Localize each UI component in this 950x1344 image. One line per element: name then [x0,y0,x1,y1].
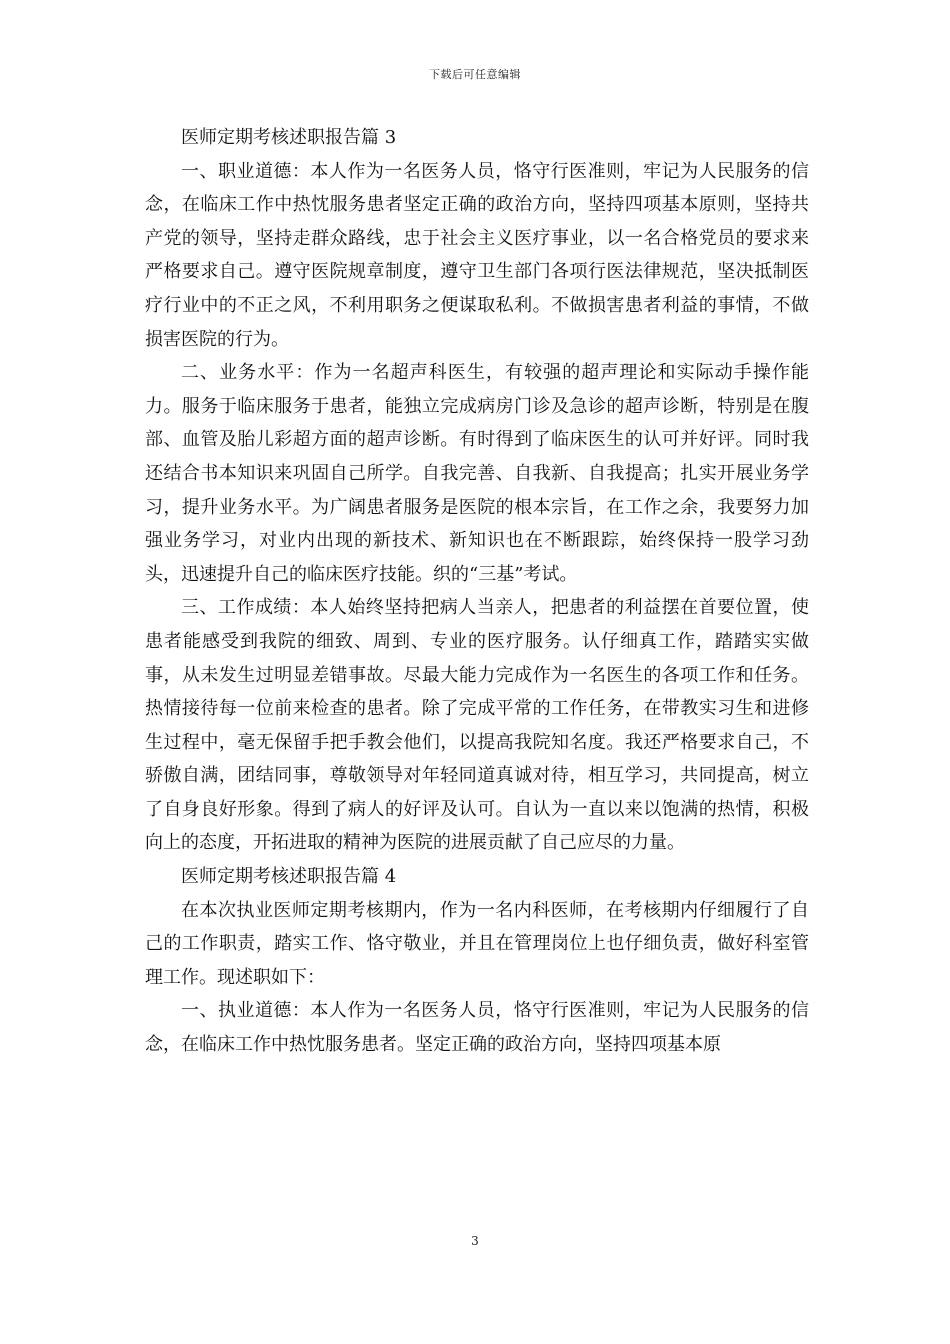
section-3-paragraph-professional-ethics: 一、职业道德：本人作为一名医务人员，恪守行医准则，牢记为人民服务的信念，在临床工作中热忱服务患者坚定正确的政治方向，坚持四项基本原则，坚持共产党的领导，坚持走群众路线，忠于社会主义医疗事业，以一名合格党员的要求来严格要求自己。遵守医院规章制度，遵守卫生部门各项行医法律规范，坚决抵制医疗行业中的不正之风，不利用职务之便谋取私利。不做损害患者利益的事情，不做损害医院的行为。 [145,160,809,350]
section-3-paragraph-work-achievements: 三、工作成绩：本人始终坚持把病人当亲人，把患者的利益摆在首要位置，使患者能感受到我院的细致、周到、专业的医疗服务。认仔细真工作，踏踏实实做事，从未发生过明显差错事故。尽最大能力完成作为一名医生的各项工作和任务。热情接待每一位前来检查的患者。除了完成平常的工作任务，在带教实习生和进修生过程中，毫无保留手把手教会他们，以提高我院知名度。我还严格要求自己，不骄傲自满，团结同事，尊敬领导对年轻同道真诚对待，相互学习，共同提高，树立了自身良好形象。得到了病人的好评及认可。自认为一直以来以饱满的热情，积极向上的态度，开拓进取的精神为医院的进展贡献了自己应尽的力量。 [145,597,809,854]
header-note: 下载后可任意编辑 [429,68,521,81]
section-4-paragraph-ethics: 一、执业道德：本人作为一名医务人员，恪守行医准则，牢记为人民服务的信念，在临床工作中热忱服务患者。坚定正确的政治方向，坚持四项基本原 [145,1000,809,1056]
page-number: 3 [471,1234,479,1248]
document-body [145,121,809,1062]
section-3-paragraph-professional-level: 二、业务水平：作为一名超声科医生，有较强的超声理论和实际动手操作能力。服务于临床服务于患者，能独立完成病房门诊及急诊的超声诊断，特别是在腹部、血管及胎儿彩超方面的超声诊断。有时得到了临床医生的认可并好评。同时我还结合书本知识来巩固自己所学。自我完善、自我新、自我提高；扎实开展业务学习，提升业务水平。为广阔患者服务是医院的根本宗旨，在工作之余，我要努力加强业务学习，对业内出现的新技术、新知识也在不断跟踪，始终保持一股学习劲头，迅速提升自己的临床医疗技能。织的“三基”考试。 [145,362,809,585]
section-4-paragraph-intro: 在本次执业医师定期考核期内，作为一名内科医师，在考核期内仔细履行了自己的工作职责，踏实工作、恪守敬业，并且在管理岗位上也仔细负责，做好科室管理工作。现述职如下： [145,899,809,988]
section-4-title: 医师定期考核述职报告篇 4 [181,866,397,888]
section-3-title: 医师定期考核述职报告篇 3 [181,127,397,148]
